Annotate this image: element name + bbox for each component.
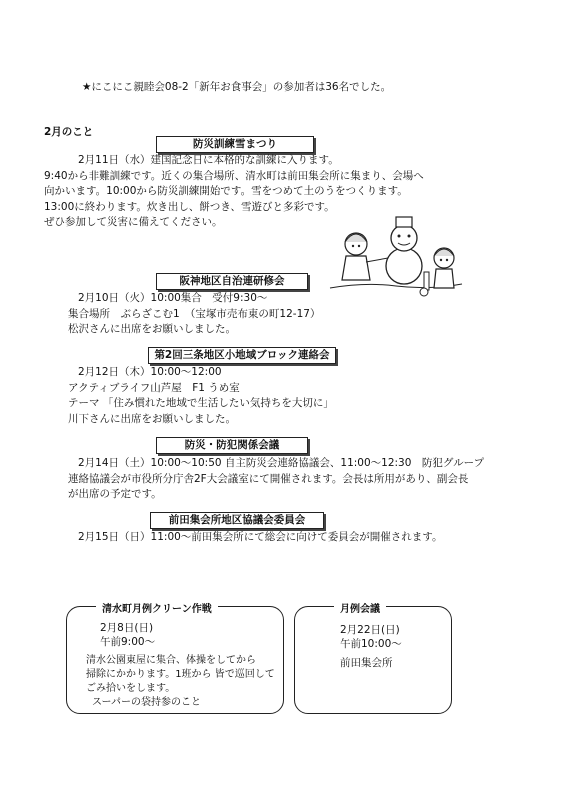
event-title-crime-prevention: 防災・防犯関係会議 — [156, 437, 308, 454]
event-line: 川下さんに出席をお願いしました。 — [68, 412, 236, 425]
event-body-crime-prevention — [44, 456, 484, 503]
event-title-disaster-drill: 防災訓練雪まつり — [156, 136, 314, 153]
cleanup-title: 清水町月例クリーン作戦 — [96, 600, 218, 615]
event-title-hanshin-training: 阪神地区自治連研修会 — [156, 273, 308, 290]
event-line: 連絡協議会が市役所分庁舎2F大会議室にて開催されます。会長は所用があり、副会長 — [68, 472, 469, 485]
cleanup-body — [86, 654, 275, 710]
event-body-sanjo-block — [44, 365, 334, 427]
cleanup-date: 2月8日(日) — [100, 622, 154, 634]
meeting-title: 月例会議 — [334, 600, 386, 615]
intro-text: ★にこにこ親睦会08-2「新年お食事会」の参加者は36名でした。 — [82, 81, 392, 93]
meeting-time: 午前10:00～ — [340, 638, 402, 650]
meeting-date: 2月22日(日) — [340, 624, 400, 636]
event-line: 2月12日（木）10:00～12:00 — [78, 366, 222, 378]
event-line: 2月14日（土）10:00～10:50 自主防災会連絡協議会、11:00～12:30 防犯グループ — [78, 457, 485, 469]
event-line: が出席の予定です。 — [68, 488, 162, 500]
event-line: 13:00に終わります。炊き出し、餅つき、雪遊びと多彩です。 — [44, 200, 335, 213]
cleanup-line: スーパーの袋持参のこと — [92, 697, 201, 708]
event-line: 松沢さんに出席をお願いしました。 — [68, 323, 236, 335]
event-line: テーマ 「住み慣れた地域で生活したい気持ちを大切に」 — [68, 397, 334, 409]
event-line: ぜひ参加して災害に備えてください。 — [44, 216, 223, 228]
month-heading: 2月のこと — [44, 126, 94, 138]
event-line: 向かいます。10:00から防災訓練開始です。雪をつめて土のうをつくります。 — [44, 185, 408, 197]
event-line: 2月11日（水）建国記念日に本格的な訓練に入ります。 — [78, 154, 339, 166]
event-line: 2月15日（日）11:00～前田集会所にて総会に向けて委員会が開催されます。 — [78, 531, 443, 543]
event-line: 9:40から非難訓練です。近くの集合場所、清水町は前田集会所に集まり、会場へ — [44, 169, 424, 182]
event-body-maeda-committee — [44, 530, 442, 546]
meeting-place: 前田集会所 — [340, 657, 393, 669]
event-line: 集合場所 ぶらざこむ1 （宝塚市売布東の町12-17） — [68, 307, 321, 320]
cleanup-line: 掃除にかかります。1班から 皆で巡回して — [86, 669, 275, 680]
cleanup-line: ごみ拾いをします。 — [86, 683, 176, 694]
cleanup-line: 清水公園東屋に集合、体操をしてから — [86, 655, 256, 666]
event-line: 2月10日（火）10:00集合 受付9:30～ — [78, 292, 268, 304]
event-line: アクティブライフ山芦屋 F1 うめ室 — [68, 381, 240, 394]
snowman-illustration — [326, 214, 466, 300]
cleanup-time: 午前9:00～ — [100, 636, 156, 648]
event-body-hanshin-training — [44, 291, 320, 338]
event-title-maeda-committee: 前田集会所地区協議会委員会 — [150, 512, 324, 529]
event-title-sanjo-block: 第2回三条地区小地域ブロック連絡会 — [148, 347, 336, 364]
